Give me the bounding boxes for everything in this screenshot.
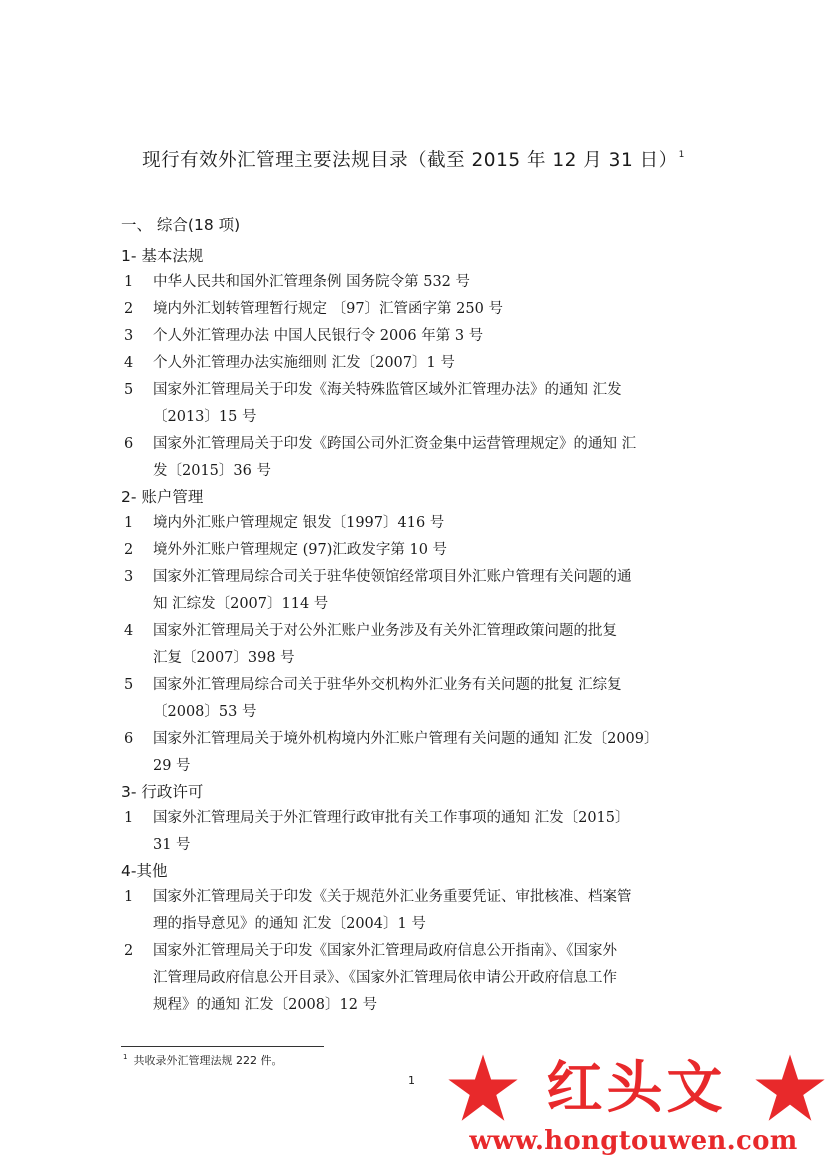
item-number: 1 (124, 274, 134, 290)
section-heading: 2- 账户管理 (121, 488, 204, 506)
item-number: 2 (124, 943, 134, 959)
item-number: 6 (124, 436, 134, 452)
title-footnote-mark: 1 (678, 150, 685, 160)
item-number: 3 (124, 328, 134, 344)
item-text-line: 汇管理局政府信息公开目录》、《国家外汇管理局依申请公开政府信息工作 (153, 970, 617, 986)
footnote-text: 共收录外汇管理法规 222 件。 (133, 1054, 283, 1067)
item-text-line: 境内外汇划转管理暂行规定 〔97〕汇管函字第 250 号 (153, 301, 503, 317)
watermark-logo (446, 1052, 827, 1124)
star-icon (446, 1053, 520, 1123)
item-text-line: 〔2008〕53 号 (153, 704, 257, 720)
item-text-line: 31 号 (153, 837, 191, 853)
item-text-line: 汇复〔2007〕398 号 (153, 650, 295, 666)
item-number: 1 (124, 810, 134, 826)
item-text-line: 国家外汇管理局综合司关于驻华外交机构外汇业务有关问题的批复 汇综复 (153, 677, 622, 693)
item-text-line: 个人外汇管理办法实施细则 汇发〔2007〕1 号 (153, 355, 455, 371)
item-number: 4 (124, 355, 134, 371)
item-text-line: 知 汇综发〔2007〕114 号 (153, 596, 329, 612)
item-text-line: 国家外汇管理局关于印发《关于规范外汇业务重要凭证、审批核准、档案管 (153, 889, 632, 905)
item-text-line: 个人外汇管理办法 中国人民银行令 2006 年第 3 号 (153, 328, 484, 344)
item-text-line: 发〔2015〕36 号 (153, 463, 271, 479)
item-text-line: 国家外汇管理局关于对公外汇账户业务涉及有关外汇管理政策问题的批复 (153, 623, 617, 639)
item-text-line: 国家外汇管理局关于境外机构境内外汇账户管理有关问题的通知 汇发〔2009〕 (153, 731, 659, 747)
item-text-line: 境外外汇账户管理规定 (97)汇政发字第 10 号 (153, 542, 448, 558)
category-heading: 一、 综合(18 项) (121, 216, 241, 234)
watermark-text: 红头文 (546, 1055, 727, 1121)
item-number: 1 (124, 889, 134, 905)
item-text-line: 29 号 (153, 758, 191, 774)
page-number: 1 (408, 1074, 415, 1087)
item-number: 2 (124, 301, 134, 317)
item-text-line: 境内外汇账户管理规定 银发〔1997〕416 号 (153, 515, 445, 531)
item-text-line: 国家外汇管理局关于印发《跨国公司外汇资金集中运营管理规定》的通知 汇 (153, 436, 637, 452)
item-text-line: 国家外汇管理局关于外汇管理行政审批有关工作事项的通知 汇发〔2015〕 (153, 810, 630, 826)
item-number: 5 (124, 382, 134, 398)
item-number: 2 (124, 542, 134, 558)
item-number: 4 (124, 623, 134, 639)
footnote: $^1$ 共收录外汇管理法规 222 件。 (123, 1053, 283, 1067)
star-icon (753, 1053, 827, 1123)
section-heading: 4-其他 (121, 862, 168, 880)
item-number: 5 (124, 677, 134, 693)
footnote-divider (121, 1046, 324, 1047)
item-number: 6 (124, 731, 134, 747)
item-text-line: 规程》的通知 汇发〔2008〕12 号 (153, 997, 378, 1013)
item-number: 3 (124, 569, 134, 585)
item-text-line: 理的指导意见》的通知 汇发〔2004〕1 号 (153, 916, 426, 932)
item-text-line: 国家外汇管理局关于印发《国家外汇管理局政府信息公开指南》、《国家外 (153, 943, 617, 959)
section-heading: 3- 行政许可 (121, 783, 204, 801)
item-text-line: 国家外汇管理局综合司关于驻华使领馆经常项目外汇账户管理有关问题的通 (153, 569, 632, 585)
page-title: 现行有效外汇管理主要法规目录（截至 2015 年 12 月 31 日）$^1$ (142, 150, 685, 171)
item-text-line: 国家外汇管理局关于印发《海关特殊监管区域外汇管理办法》的通知 汇发 (153, 382, 622, 398)
item-text-line: 中华人民共和国外汇管理条例 国务院令第 532 号 (153, 274, 471, 290)
watermark-url: www.hongtouwen.com (469, 1126, 798, 1156)
item-text-line: 〔2013〕15 号 (153, 409, 257, 425)
section-heading: 1- 基本法规 (121, 247, 204, 265)
item-number: 1 (124, 515, 134, 531)
